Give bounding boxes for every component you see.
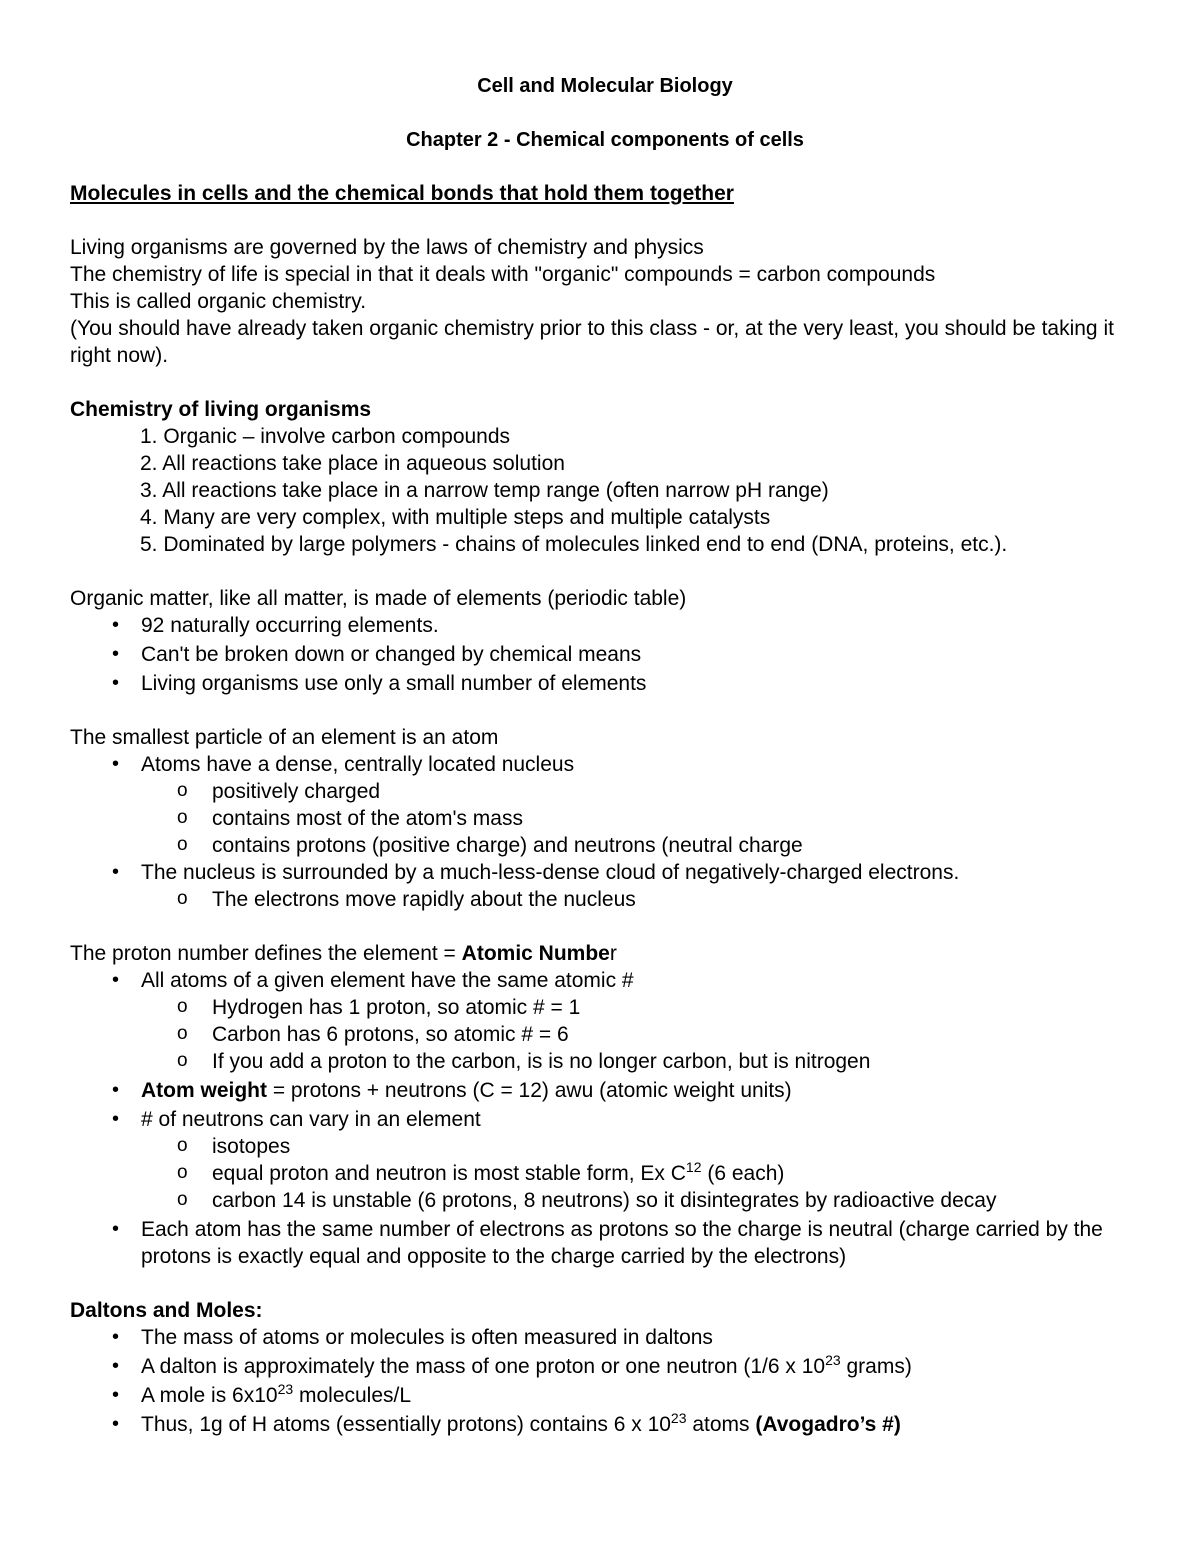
sub-bullet-glyph: o <box>177 1135 188 1156</box>
bullet-glyph: • <box>112 1218 120 1240</box>
list-item: • A dalton is approximately the mass of one proton or one neutron (1/6 x $10^{23}$ grams) <box>112 1352 912 1378</box>
intro-line: The chemistry of life is special in that it deals with "organic" compounds = carbon compounds <box>70 263 936 286</box>
list-item: 5. Dominated by large polymers - chains of molecules linked end to end (DNA, proteins, etc.). <box>140 533 1008 556</box>
sub-list <box>141 1133 1140 1214</box>
list-item: • Thus, 1g of H atoms (essentially protons) contains 6 x $10^{23}$ atoms (Avogadro’s #) <box>112 1410 901 1436</box>
sub-bullet-glyph: o <box>177 1050 188 1071</box>
sub-list <box>141 994 1140 1075</box>
list-item: • A mole is $6x10^{23}$ molecules/L <box>112 1381 412 1407</box>
atom-list <box>70 751 1140 913</box>
sub-list-item: o positively charged <box>141 778 1140 805</box>
chemistry-heading: Chemistry of living organisms <box>70 398 372 421</box>
sub-bullet-glyph: o <box>177 1189 188 1210</box>
organic-matter-lead: Organic matter, like all matter, is made of elements (periodic table) <box>70 587 687 610</box>
bullet-glyph: • <box>112 1355 120 1377</box>
bullet-glyph: • <box>112 1108 120 1130</box>
daltons-list <box>70 1324 1140 1438</box>
bullet-glyph: • <box>112 1079 120 1101</box>
sub-list-item: o contains protons (positive charge) and neutrons (neutral charge <box>141 832 1140 859</box>
intro-line: This is called organic chemistry. <box>70 290 367 313</box>
bullet-glyph: • <box>112 861 120 883</box>
sub-list-item: o The electrons move rapidly about the nucleus <box>141 886 1140 913</box>
list-item: • 92 naturally occurring elements. <box>112 614 439 637</box>
list-item: 4. Many are very complex, with multiple steps and multiple catalysts <box>140 506 771 529</box>
daltons-heading: Daltons and Moles: <box>70 1299 263 1322</box>
intro-line: (You should have already taken organic chemistry prior to this class - or, at the very least, you should be taking it right now). <box>70 317 1114 367</box>
sub-list-item: o carbon 14 is unstable (6 protons, 8 neutrons) so it disintegrates by radioactive decay <box>141 1187 1140 1214</box>
organic-matter-list <box>70 612 1140 697</box>
document-page <box>70 68 1140 1440</box>
bullet-glyph: • <box>112 643 120 665</box>
section-subheading: Molecules in cells and the chemical bonds that hold them together <box>70 182 734 205</box>
list-item: • All atoms of a given element have the same atomic # o Hydrogen has 1 proton, so atomic # = 1 o Carbon has 6 protons, so atomic # = 6 o If you add a proton to the carbon, is is no longer carbon, but is nitrogen <box>70 967 1140 1075</box>
sub-list-item: o Hydrogen has 1 proton, so atomic # = 1 <box>141 994 1140 1021</box>
bullet-glyph: • <box>112 753 120 775</box>
sub-list-item: o equal proton and neutron is most stable form, Ex $C^{12}$ (6 each) <box>177 1159 785 1185</box>
list-item: • Each atom has the same number of electrons as protons so the charge is neutral (charge carried by the protons is exactly equal and opposite to the charge carried by the electrons) <box>112 1218 1103 1268</box>
list-item: • Atom weight = protons + neutrons (C = 12) awu (atomic weight units) <box>112 1079 792 1102</box>
sub-bullet-glyph: o <box>177 780 188 801</box>
proton-list <box>70 967 1140 1270</box>
sub-bullet-glyph: o <box>177 834 188 855</box>
list-item: 3. All reactions take place in a narrow temp range (often narrow pH range) <box>140 479 829 502</box>
sub-bullet-glyph: o <box>177 1023 188 1044</box>
sub-list-item: o isotopes <box>141 1133 1140 1160</box>
sub-list-item: o If you add a proton to the carbon, is is no longer carbon, but is nitrogen <box>141 1048 1140 1075</box>
list-item: • Living organisms use only a small number of elements <box>112 672 647 695</box>
list-item: • # of neutrons can vary in an element o isotopes o equal proton and neutron is most stable form, Ex $C^{12}$ (6 each) o carbon 14 is unstable (6 protons, 8 neutrons) so it disintegrates by radioactive decay <box>70 1106 1140 1214</box>
intro-paragraph <box>70 234 1140 369</box>
chemistry-list <box>70 423 1140 558</box>
sub-list-item: o Carbon has 6 protons, so atomic # = 6 <box>141 1021 1140 1048</box>
sub-bullet-glyph: o <box>177 888 188 909</box>
bullet-glyph: • <box>112 672 120 694</box>
bullet-glyph: • <box>112 1384 120 1406</box>
document-title: Cell and Molecular Biology <box>477 75 733 97</box>
intro-line: Living organisms are governed by the laws of chemistry and physics <box>70 236 704 259</box>
sub-bullet-glyph: o <box>177 996 188 1017</box>
sub-bullet-glyph: o <box>177 1162 188 1183</box>
list-item: • Atoms have a dense, centrally located nucleus o positively charged o contains most of the atom's mass o contains protons (positive charge) and neutrons (neutral charge <box>70 751 1140 859</box>
proton-lead: The proton number defines the element = Atomic Number <box>70 942 617 965</box>
list-item: • Can't be broken down or changed by chemical means <box>112 643 642 666</box>
bullet-glyph: • <box>112 969 120 991</box>
atom-lead: The smallest particle of an element is an atom <box>70 726 499 749</box>
bullet-glyph: • <box>112 614 120 636</box>
sub-list <box>141 778 1140 859</box>
list-item: • The mass of atoms or molecules is often measured in daltons <box>112 1326 713 1349</box>
sub-list <box>141 886 1140 913</box>
chapter-title: Chapter 2 - Chemical components of cells <box>406 129 804 151</box>
list-item: 1. Organic – involve carbon compounds <box>140 425 511 448</box>
list-item: 2. All reactions take place in aqueous solution <box>140 452 565 475</box>
bullet-glyph: • <box>112 1413 120 1435</box>
sub-list-item: o contains most of the atom's mass <box>141 805 1140 832</box>
list-item: • The nucleus is surrounded by a much-less-dense cloud of negatively-charged electrons. o The electrons move rapidly about the nucleus <box>70 859 1140 913</box>
bullet-glyph: • <box>112 1326 120 1348</box>
sub-bullet-glyph: o <box>177 807 188 828</box>
